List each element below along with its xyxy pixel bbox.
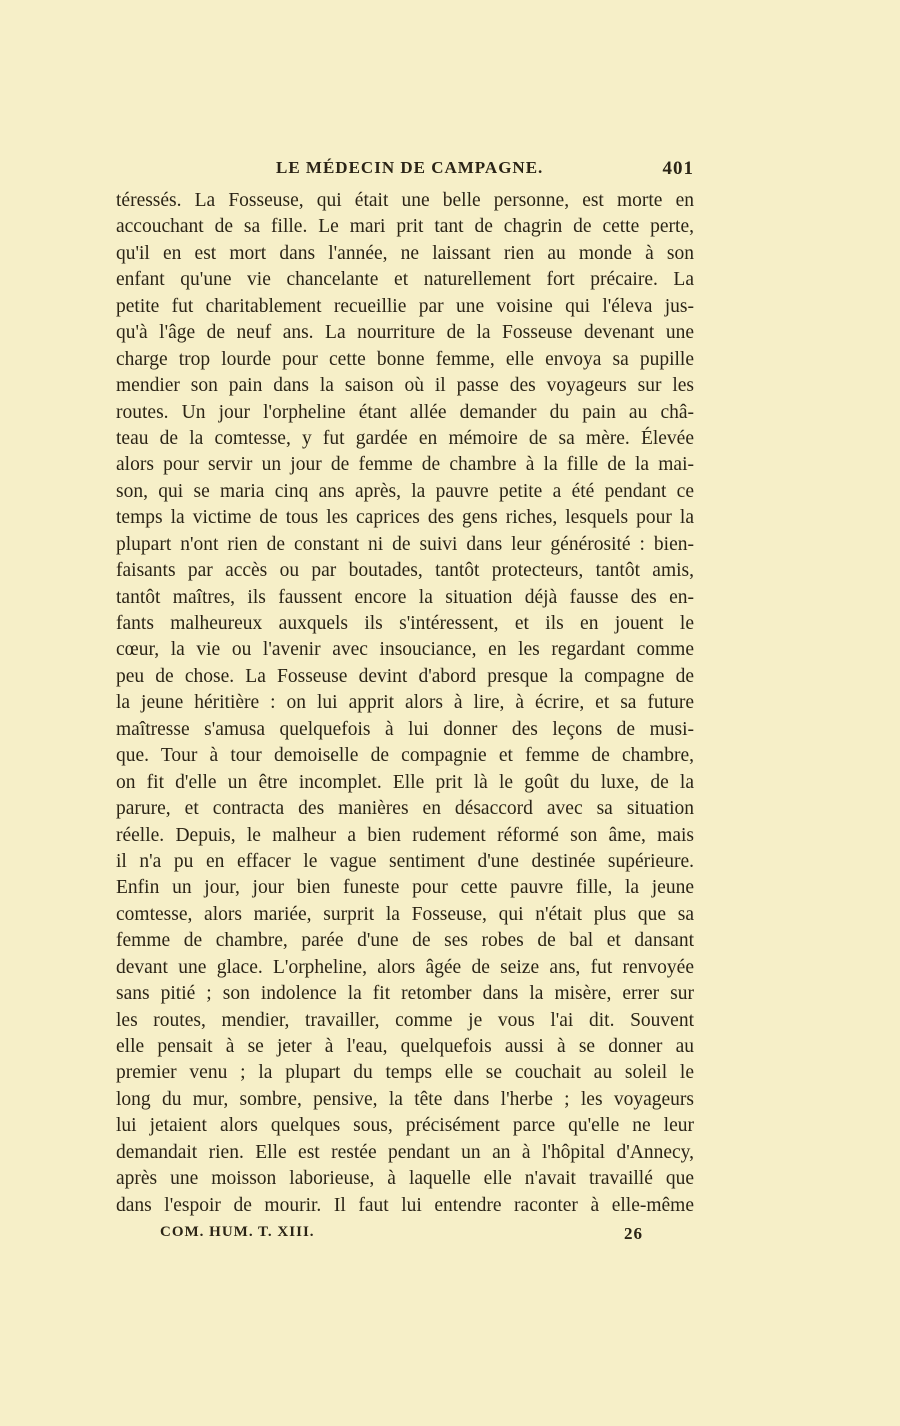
text-line: les routes, mendier, travailler, comme je vous l'ai dit. Souvent [116, 1009, 694, 1031]
text-line: charge trop lourde pour cette bonne femme, elle envoya sa pupille [116, 348, 694, 370]
text-line: devant une glace. L'orpheline, alors âgée de seize ans, fut renvoyée [116, 956, 694, 978]
text-line: cœur, la vie ou l'avenir avec insouciance, en les regardant comme [116, 639, 694, 661]
text-line: son, qui se maria cinq ans après, la pauvre petite a été pendant ce [116, 480, 694, 502]
text-line: enfant qu'une vie chancelante et naturellement fort précaire. La [116, 269, 694, 291]
text-line: elle pensait à se jeter à l'eau, quelquefois aussi à se donner au [116, 1036, 694, 1057]
text-line: téressés. La Fosseuse, qui était une belle personne, est morte en [116, 190, 694, 211]
text-line: dans l'espoir de mourir. Il faut lui entendre raconter à elle-même [116, 1194, 694, 1216]
text-line: comtesse, alors mariée, surprit la Fosseuse, qui n'était plus que sa [116, 903, 694, 925]
text-line: qu'à l'âge de neuf ans. La nourriture de la Fosseuse devenant une [116, 322, 694, 344]
text-line: fants malheureux auxquels ils s'intéressent, et ils en jouent le [116, 613, 694, 634]
text-line: plupart n'ont rien de constant ni de suivi dans leur générosité : bien- [116, 533, 694, 555]
text-line: la jeune héritière : on lui apprit alors à lire, à écrire, et sa future [116, 692, 694, 714]
text-line: mendier son pain dans la saison où il passe des voyageurs sur les [116, 375, 694, 397]
text-line: après une moisson laborieuse, à laquelle elle n'avait travaillé que [116, 1168, 694, 1190]
text-line: maîtresse s'amusa quelquefois à lui donner des leçons de musi- [116, 718, 694, 740]
page-header [116, 158, 694, 184]
text-line: accouchant de sa fille. Le mari prit tant de chagrin de cette perte, [116, 216, 694, 238]
text-line: parure, et contracta des manières en désaccord avec sa situation [116, 798, 694, 820]
page-number: 401 [662, 158, 694, 179]
text-line: sans pitié ; son indolence la fit retomber dans la misère, errer sur [116, 983, 694, 1005]
text-line: réelle. Depuis, le malheur a bien rudement réformé son âme, mais [116, 824, 694, 846]
text-line: demandait rien. Elle est restée pendant un an à l'hôpital d'Annecy, [116, 1141, 694, 1163]
text-line: long du mur, sombre, pensive, la tête dans l'herbe ; les voyageurs [116, 1088, 694, 1110]
text-line: teau de la comtesse, y fut gardée en mémoire de sa mère. Élevée [116, 427, 694, 449]
text-line: on fit d'elle un être incomplet. Elle prit là le goût du luxe, de la [116, 771, 694, 793]
text-line: lui jetaient alors quelques sous, précisément parce qu'elle ne leur [116, 1115, 694, 1137]
text-line: que. Tour à tour demoiselle de compagnie et femme de chambre, [116, 745, 694, 767]
text-line: faisants par accès ou par boutades, tantôt protecteurs, tantôt amis, [116, 560, 694, 582]
text-line: tantôt maîtres, ils faussent encore la situation déjà fausse des en- [116, 586, 694, 608]
text-line: alors pour servir un jour de femme de chambre à la fille de la mai- [116, 454, 694, 476]
text-line: il n'a pu en effacer le vague sentiment d'une destinée supérieure. [116, 850, 694, 872]
text-line: routes. Un jour l'orpheline étant allée demander du pain au châ- [116, 401, 694, 423]
text-line: temps la victime de tous les caprices des gens riches, lesquels pour la [116, 507, 694, 529]
sheet-number: 26 [624, 1224, 643, 1243]
body-text [116, 188, 694, 1219]
text-line: petite fut charitablement recueillie par une voisine qui l'éleva jus- [116, 295, 694, 317]
text-line: femme de chambre, parée d'une de ses robes de bal et dansant [116, 930, 694, 952]
text-line: peu de chose. La Fosseuse devint d'abord presque la compagne de [116, 665, 694, 687]
running-title: LE MÉDECIN DE CAMPAGNE. [276, 158, 544, 177]
text-line: Enfin un jour, jour bien funeste pour cette pauvre fille, la jeune [116, 877, 694, 899]
signature-mark: COM. HUM. T. XIII. [160, 1224, 315, 1240]
text-line: qu'il en est mort dans l'année, ne laissant rien au monde à son [116, 242, 694, 264]
text-line: premier venu ; la plupart du temps elle se couchait au soleil le [116, 1062, 694, 1084]
